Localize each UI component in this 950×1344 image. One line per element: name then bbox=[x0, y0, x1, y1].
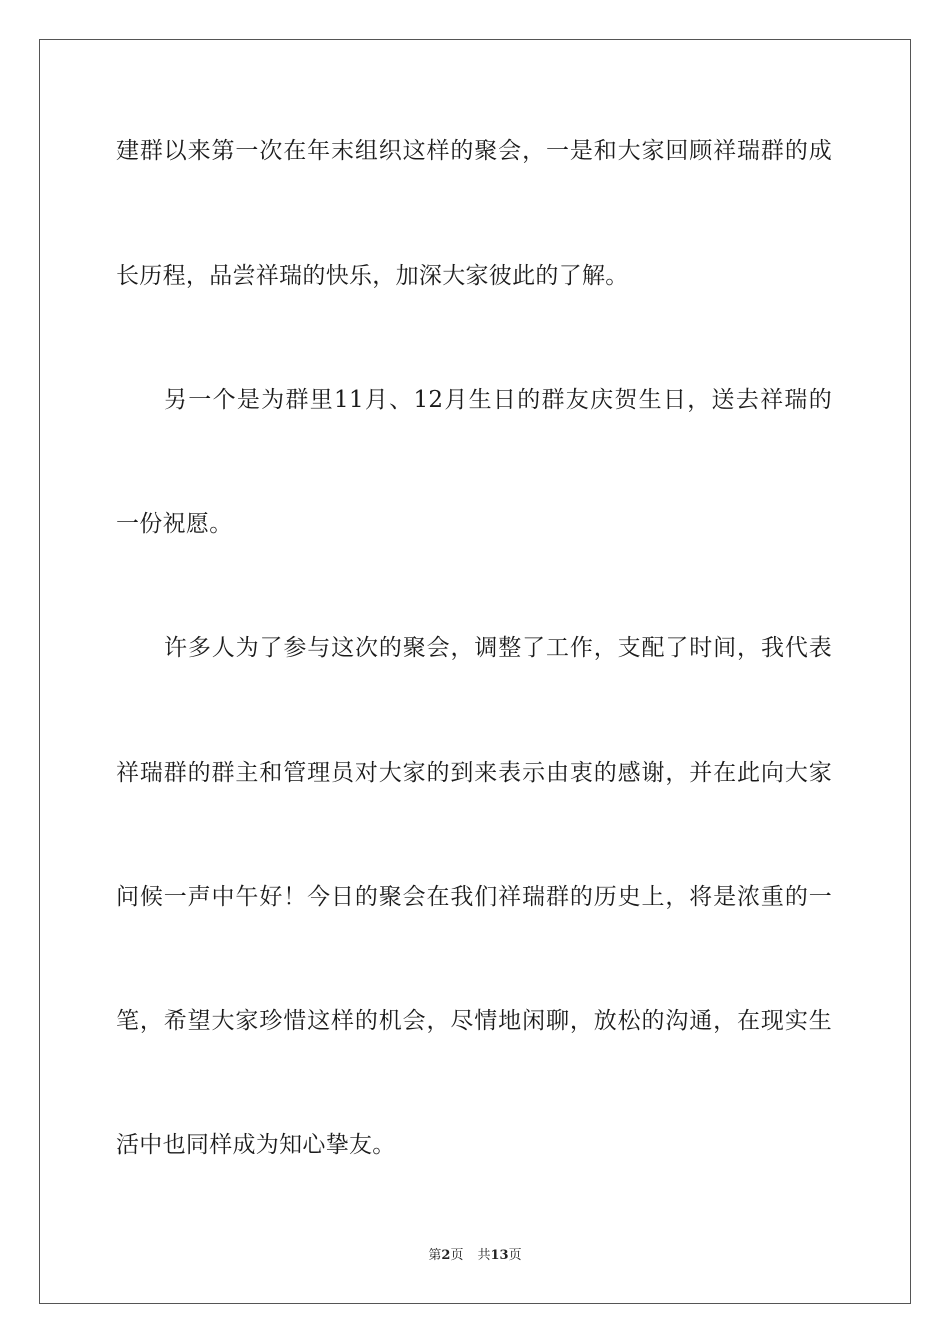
paragraph-line-8: 笔，希望大家珍惜这样的机会，尽情地闲聊，放松的沟通，在现实生 bbox=[116, 1008, 832, 1034]
paragraph-line-5: 许多人为了参与这次的聚会，调整了工作，支配了时间，我代表 bbox=[164, 635, 832, 661]
total-prefix: 共 bbox=[477, 1248, 491, 1263]
paragraph-line-1: 建群以来第一次在年末组织这样的聚会，一是和大家回顾祥瑞群的成 bbox=[116, 138, 832, 164]
page-suffix: 页 bbox=[450, 1248, 464, 1263]
page-prefix: 第 bbox=[428, 1248, 442, 1263]
paragraph-line-9: 活中也同样成为知心挚友。 bbox=[116, 1132, 396, 1158]
page-number: 2 bbox=[441, 1248, 451, 1263]
paragraph-line-2: 长历程，品尝祥瑞的快乐，加深大家彼此的了解。 bbox=[116, 263, 629, 289]
paragraph-line-6: 祥瑞群的群主和管理员对大家的到来表示由衷的感谢，并在此向大家 bbox=[116, 760, 832, 786]
paragraph-line-4: 一份祝愿。 bbox=[116, 511, 233, 537]
paragraph-line-3: 另一个是为群里11月、12月生日的群友庆贺生日，送去祥瑞的 bbox=[164, 387, 832, 413]
total-pages: 13 bbox=[490, 1248, 509, 1263]
total-suffix: 页 bbox=[508, 1248, 522, 1263]
paragraph-line-7: 问候一声中午好！今日的聚会在我们祥瑞群的历史上，将是浓重的一 bbox=[116, 884, 832, 910]
page-frame bbox=[39, 39, 911, 1304]
page-footer bbox=[0, 1247, 950, 1265]
